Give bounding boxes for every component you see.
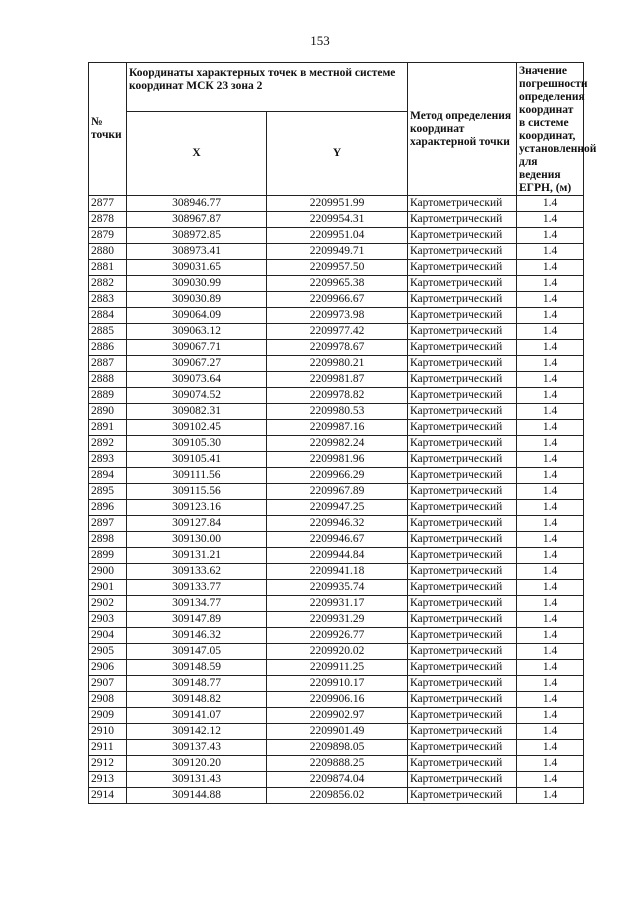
x-coordinate-cell: 309146.32 [127,628,267,644]
table-row [89,340,584,356]
method-cell: Картометрический [408,420,517,436]
accuracy-cell: 1.4 [517,580,584,596]
table-row [89,612,584,628]
table-row [89,468,584,484]
point-number-cell: 2884 [89,308,127,324]
y-coordinate-cell: 2209906.16 [267,692,408,708]
point-number-cell: 2886 [89,340,127,356]
table-row [89,660,584,676]
point-number-cell: 2895 [89,484,127,500]
y-coordinate-cell: 2209981.87 [267,372,408,388]
y-coordinate-cell: 2209931.29 [267,612,408,628]
method-cell: Картометрический [408,436,517,452]
table-row [89,724,584,740]
accuracy-cell: 1.4 [517,308,584,324]
table-row [89,212,584,228]
point-number-cell: 2883 [89,292,127,308]
y-coordinate-cell: 2209926.77 [267,628,408,644]
table-row [89,228,584,244]
coordinates-table [88,62,597,804]
y-coordinate-cell: 2209888.25 [267,756,408,772]
x-coordinate-cell: 309148.77 [127,676,267,692]
y-coordinate-cell: 2209946.67 [267,532,408,548]
point-number-cell: 2882 [89,276,127,292]
point-number-cell: 2892 [89,436,127,452]
x-coordinate-cell: 308946.77 [127,196,267,212]
method-cell: Картометрический [408,756,517,772]
point-number-cell: 2896 [89,500,127,516]
x-coordinate-cell: 309148.59 [127,660,267,676]
x-coordinate-cell: 309147.05 [127,644,267,660]
y-coordinate-cell: 2209987.16 [267,420,408,436]
point-number-cell: 2899 [89,548,127,564]
x-coordinate-cell: 309063.12 [127,324,267,340]
accuracy-cell: 1.4 [517,756,584,772]
method-cell: Картометрический [408,628,517,644]
method-cell: Картометрический [408,196,517,212]
y-coordinate-cell: 2209941.18 [267,564,408,580]
method-cell: Картометрический [408,484,517,500]
method-cell: Картометрический [408,580,517,596]
accuracy-cell: 1.4 [517,724,584,740]
x-coordinate-cell: 309148.82 [127,692,267,708]
table-row [89,532,584,548]
y-coordinate-cell: 2209980.21 [267,356,408,372]
accuracy-cell: 1.4 [517,324,584,340]
accuracy-cell: 1.4 [517,340,584,356]
table-row [89,676,584,692]
method-cell: Картометрический [408,596,517,612]
x-coordinate-cell: 309105.30 [127,436,267,452]
x-coordinate-cell: 309147.89 [127,612,267,628]
header-y: Y [267,112,408,196]
table-row [89,516,584,532]
y-coordinate-cell: 2209935.74 [267,580,408,596]
table-row [89,564,584,580]
point-number-cell: 2911 [89,740,127,756]
table-row [89,788,584,804]
accuracy-cell: 1.4 [517,612,584,628]
accuracy-cell: 1.4 [517,788,584,804]
point-number-cell: 2893 [89,452,127,468]
y-coordinate-cell: 2209949.71 [267,244,408,260]
table-row [89,692,584,708]
x-coordinate-cell: 308967.87 [127,212,267,228]
point-number-cell: 2905 [89,644,127,660]
y-coordinate-cell: 2209951.04 [267,228,408,244]
header-point-number: № точки [89,63,127,196]
table-row [89,772,584,788]
y-coordinate-cell: 2209982.24 [267,436,408,452]
table-row [89,708,584,724]
header-x: X [127,112,267,196]
x-coordinate-cell: 309031.65 [127,260,267,276]
x-coordinate-cell: 309130.00 [127,532,267,548]
point-number-cell: 2902 [89,596,127,612]
x-coordinate-cell: 309115.56 [127,484,267,500]
x-coordinate-cell: 309134.77 [127,596,267,612]
point-number-cell: 2914 [89,788,127,804]
method-cell: Картометрический [408,532,517,548]
x-coordinate-cell: 309123.16 [127,500,267,516]
table-row [89,756,584,772]
accuracy-cell: 1.4 [517,500,584,516]
accuracy-cell: 1.4 [517,772,584,788]
y-coordinate-cell: 2209973.98 [267,308,408,324]
table-row [89,324,584,340]
x-coordinate-cell: 309142.12 [127,724,267,740]
accuracy-cell: 1.4 [517,372,584,388]
method-cell: Картометрический [408,740,517,756]
y-coordinate-cell: 2209901.49 [267,724,408,740]
accuracy-cell: 1.4 [517,356,584,372]
point-number-cell: 2897 [89,516,127,532]
table-row [89,388,584,404]
y-coordinate-cell: 2209920.02 [267,644,408,660]
y-coordinate-cell: 2209978.67 [267,340,408,356]
accuracy-cell: 1.4 [517,276,584,292]
accuracy-cell: 1.4 [517,452,584,468]
y-coordinate-cell: 2209966.29 [267,468,408,484]
method-cell: Картометрический [408,308,517,324]
table-row [89,596,584,612]
table-row [89,452,584,468]
method-cell: Картометрический [408,356,517,372]
header-method: Метод определения координат характерной точки [408,63,517,196]
point-number-cell: 2878 [89,212,127,228]
table-row [89,740,584,756]
x-coordinate-cell: 309144.88 [127,788,267,804]
point-number-cell: 2900 [89,564,127,580]
x-coordinate-cell: 309030.99 [127,276,267,292]
accuracy-cell: 1.4 [517,516,584,532]
accuracy-cell: 1.4 [517,692,584,708]
method-cell: Картометрический [408,724,517,740]
point-number-cell: 2881 [89,260,127,276]
method-cell: Картометрический [408,548,517,564]
method-cell: Картометрический [408,404,517,420]
accuracy-cell: 1.4 [517,468,584,484]
method-cell: Картометрический [408,372,517,388]
method-cell: Картометрический [408,612,517,628]
point-number-cell: 2913 [89,772,127,788]
accuracy-cell: 1.4 [517,228,584,244]
x-coordinate-cell: 309067.27 [127,356,267,372]
table-row [89,644,584,660]
point-number-cell: 2907 [89,676,127,692]
table-row [89,196,584,212]
x-coordinate-cell: 309133.77 [127,580,267,596]
table-row [89,292,584,308]
table-row [89,548,584,564]
accuracy-cell: 1.4 [517,260,584,276]
method-cell: Картометрический [408,228,517,244]
x-coordinate-cell: 309102.45 [127,420,267,436]
point-number-cell: 2912 [89,756,127,772]
method-cell: Картометрический [408,212,517,228]
accuracy-cell: 1.4 [517,548,584,564]
accuracy-cell: 1.4 [517,404,584,420]
x-coordinate-cell: 309133.62 [127,564,267,580]
method-cell: Картометрический [408,244,517,260]
x-coordinate-cell: 309131.21 [127,548,267,564]
x-coordinate-cell: 309082.31 [127,404,267,420]
point-number-cell: 2889 [89,388,127,404]
y-coordinate-cell: 2209898.05 [267,740,408,756]
method-cell: Картометрический [408,276,517,292]
table-row [89,628,584,644]
x-coordinate-cell: 309073.64 [127,372,267,388]
y-coordinate-cell: 2209944.84 [267,548,408,564]
table-row [89,308,584,324]
y-coordinate-cell: 2209967.89 [267,484,408,500]
method-cell: Картометрический [408,660,517,676]
method-cell: Картометрический [408,468,517,484]
method-cell: Картометрический [408,516,517,532]
accuracy-cell: 1.4 [517,644,584,660]
x-coordinate-cell: 309064.09 [127,308,267,324]
method-cell: Картометрический [408,260,517,276]
x-coordinate-cell: 309111.56 [127,468,267,484]
table-row [89,436,584,452]
method-cell: Картометрический [408,692,517,708]
x-coordinate-cell: 309120.20 [127,756,267,772]
page-number: 153 [310,33,330,48]
method-cell: Картометрический [408,708,517,724]
x-coordinate-cell: 309030.89 [127,292,267,308]
accuracy-cell: 1.4 [517,244,584,260]
x-coordinate-cell: 308973.41 [127,244,267,260]
accuracy-cell: 1.4 [517,660,584,676]
point-number-cell: 2890 [89,404,127,420]
method-cell: Картометрический [408,676,517,692]
y-coordinate-cell: 2209981.96 [267,452,408,468]
x-coordinate-cell: 309141.07 [127,708,267,724]
accuracy-cell: 1.4 [517,564,584,580]
y-coordinate-cell: 2209910.17 [267,676,408,692]
table-row [89,276,584,292]
point-number-cell: 2887 [89,356,127,372]
method-cell: Картометрический [408,452,517,468]
x-coordinate-cell: 309131.43 [127,772,267,788]
point-number-cell: 2891 [89,420,127,436]
method-cell: Картометрический [408,340,517,356]
table-row [89,404,584,420]
point-number-cell: 2903 [89,612,127,628]
point-number-cell: 2879 [89,228,127,244]
point-number-cell: 2901 [89,580,127,596]
header-accuracy: Значение погрешности определения координат в системе координат, установленной для ведения ЕГРН, (м) [517,63,584,196]
x-coordinate-cell: 309137.43 [127,740,267,756]
y-coordinate-cell: 2209856.02 [267,788,408,804]
x-coordinate-cell: 309067.71 [127,340,267,356]
point-number-cell: 2885 [89,324,127,340]
accuracy-cell: 1.4 [517,708,584,724]
accuracy-cell: 1.4 [517,436,584,452]
method-cell: Картометрический [408,500,517,516]
table-row [89,372,584,388]
y-coordinate-cell: 2209951.99 [267,196,408,212]
x-coordinate-cell: 308972.85 [127,228,267,244]
table-row [89,484,584,500]
accuracy-cell: 1.4 [517,484,584,500]
y-coordinate-cell: 2209946.32 [267,516,408,532]
table-row [89,244,584,260]
point-number-cell: 2894 [89,468,127,484]
point-number-cell: 2906 [89,660,127,676]
point-number-cell: 2904 [89,628,127,644]
table-row [89,500,584,516]
table-row [89,356,584,372]
x-coordinate-cell: 309105.41 [127,452,267,468]
point-number-cell: 2898 [89,532,127,548]
y-coordinate-cell: 2209931.17 [267,596,408,612]
accuracy-cell: 1.4 [517,628,584,644]
table-row [89,260,584,276]
y-coordinate-cell: 2209911.25 [267,660,408,676]
table-header [89,63,597,196]
x-coordinate-cell: 309127.84 [127,516,267,532]
method-cell: Картометрический [408,292,517,308]
point-number-cell: 2910 [89,724,127,740]
accuracy-cell: 1.4 [517,196,584,212]
table-row [89,420,584,436]
accuracy-cell: 1.4 [517,212,584,228]
method-cell: Картометрический [408,772,517,788]
accuracy-cell: 1.4 [517,740,584,756]
accuracy-cell: 1.4 [517,596,584,612]
y-coordinate-cell: 2209966.67 [267,292,408,308]
method-cell: Картометрический [408,644,517,660]
method-cell: Картометрический [408,788,517,804]
point-number-cell: 2908 [89,692,127,708]
accuracy-cell: 1.4 [517,292,584,308]
y-coordinate-cell: 2209947.25 [267,500,408,516]
point-number-cell: 2877 [89,196,127,212]
y-coordinate-cell: 2209978.82 [267,388,408,404]
accuracy-cell: 1.4 [517,532,584,548]
method-cell: Картометрический [408,564,517,580]
point-number-cell: 2880 [89,244,127,260]
y-coordinate-cell: 2209954.31 [267,212,408,228]
y-coordinate-cell: 2209902.97 [267,708,408,724]
point-number-cell: 2888 [89,372,127,388]
table-row [89,580,584,596]
table-body [89,196,584,804]
y-coordinate-cell: 2209980.53 [267,404,408,420]
accuracy-cell: 1.4 [517,388,584,404]
accuracy-cell: 1.4 [517,420,584,436]
y-coordinate-cell: 2209957.50 [267,260,408,276]
y-coordinate-cell: 2209965.38 [267,276,408,292]
x-coordinate-cell: 309074.52 [127,388,267,404]
method-cell: Картометрический [408,388,517,404]
accuracy-cell: 1.4 [517,676,584,692]
y-coordinate-cell: 2209977.42 [267,324,408,340]
header-coordinates-group: Координаты характерных точек в местной системе координат МСК 23 зона 2 [127,63,408,112]
y-coordinate-cell: 2209874.04 [267,772,408,788]
point-number-cell: 2909 [89,708,127,724]
method-cell: Картометрический [408,324,517,340]
